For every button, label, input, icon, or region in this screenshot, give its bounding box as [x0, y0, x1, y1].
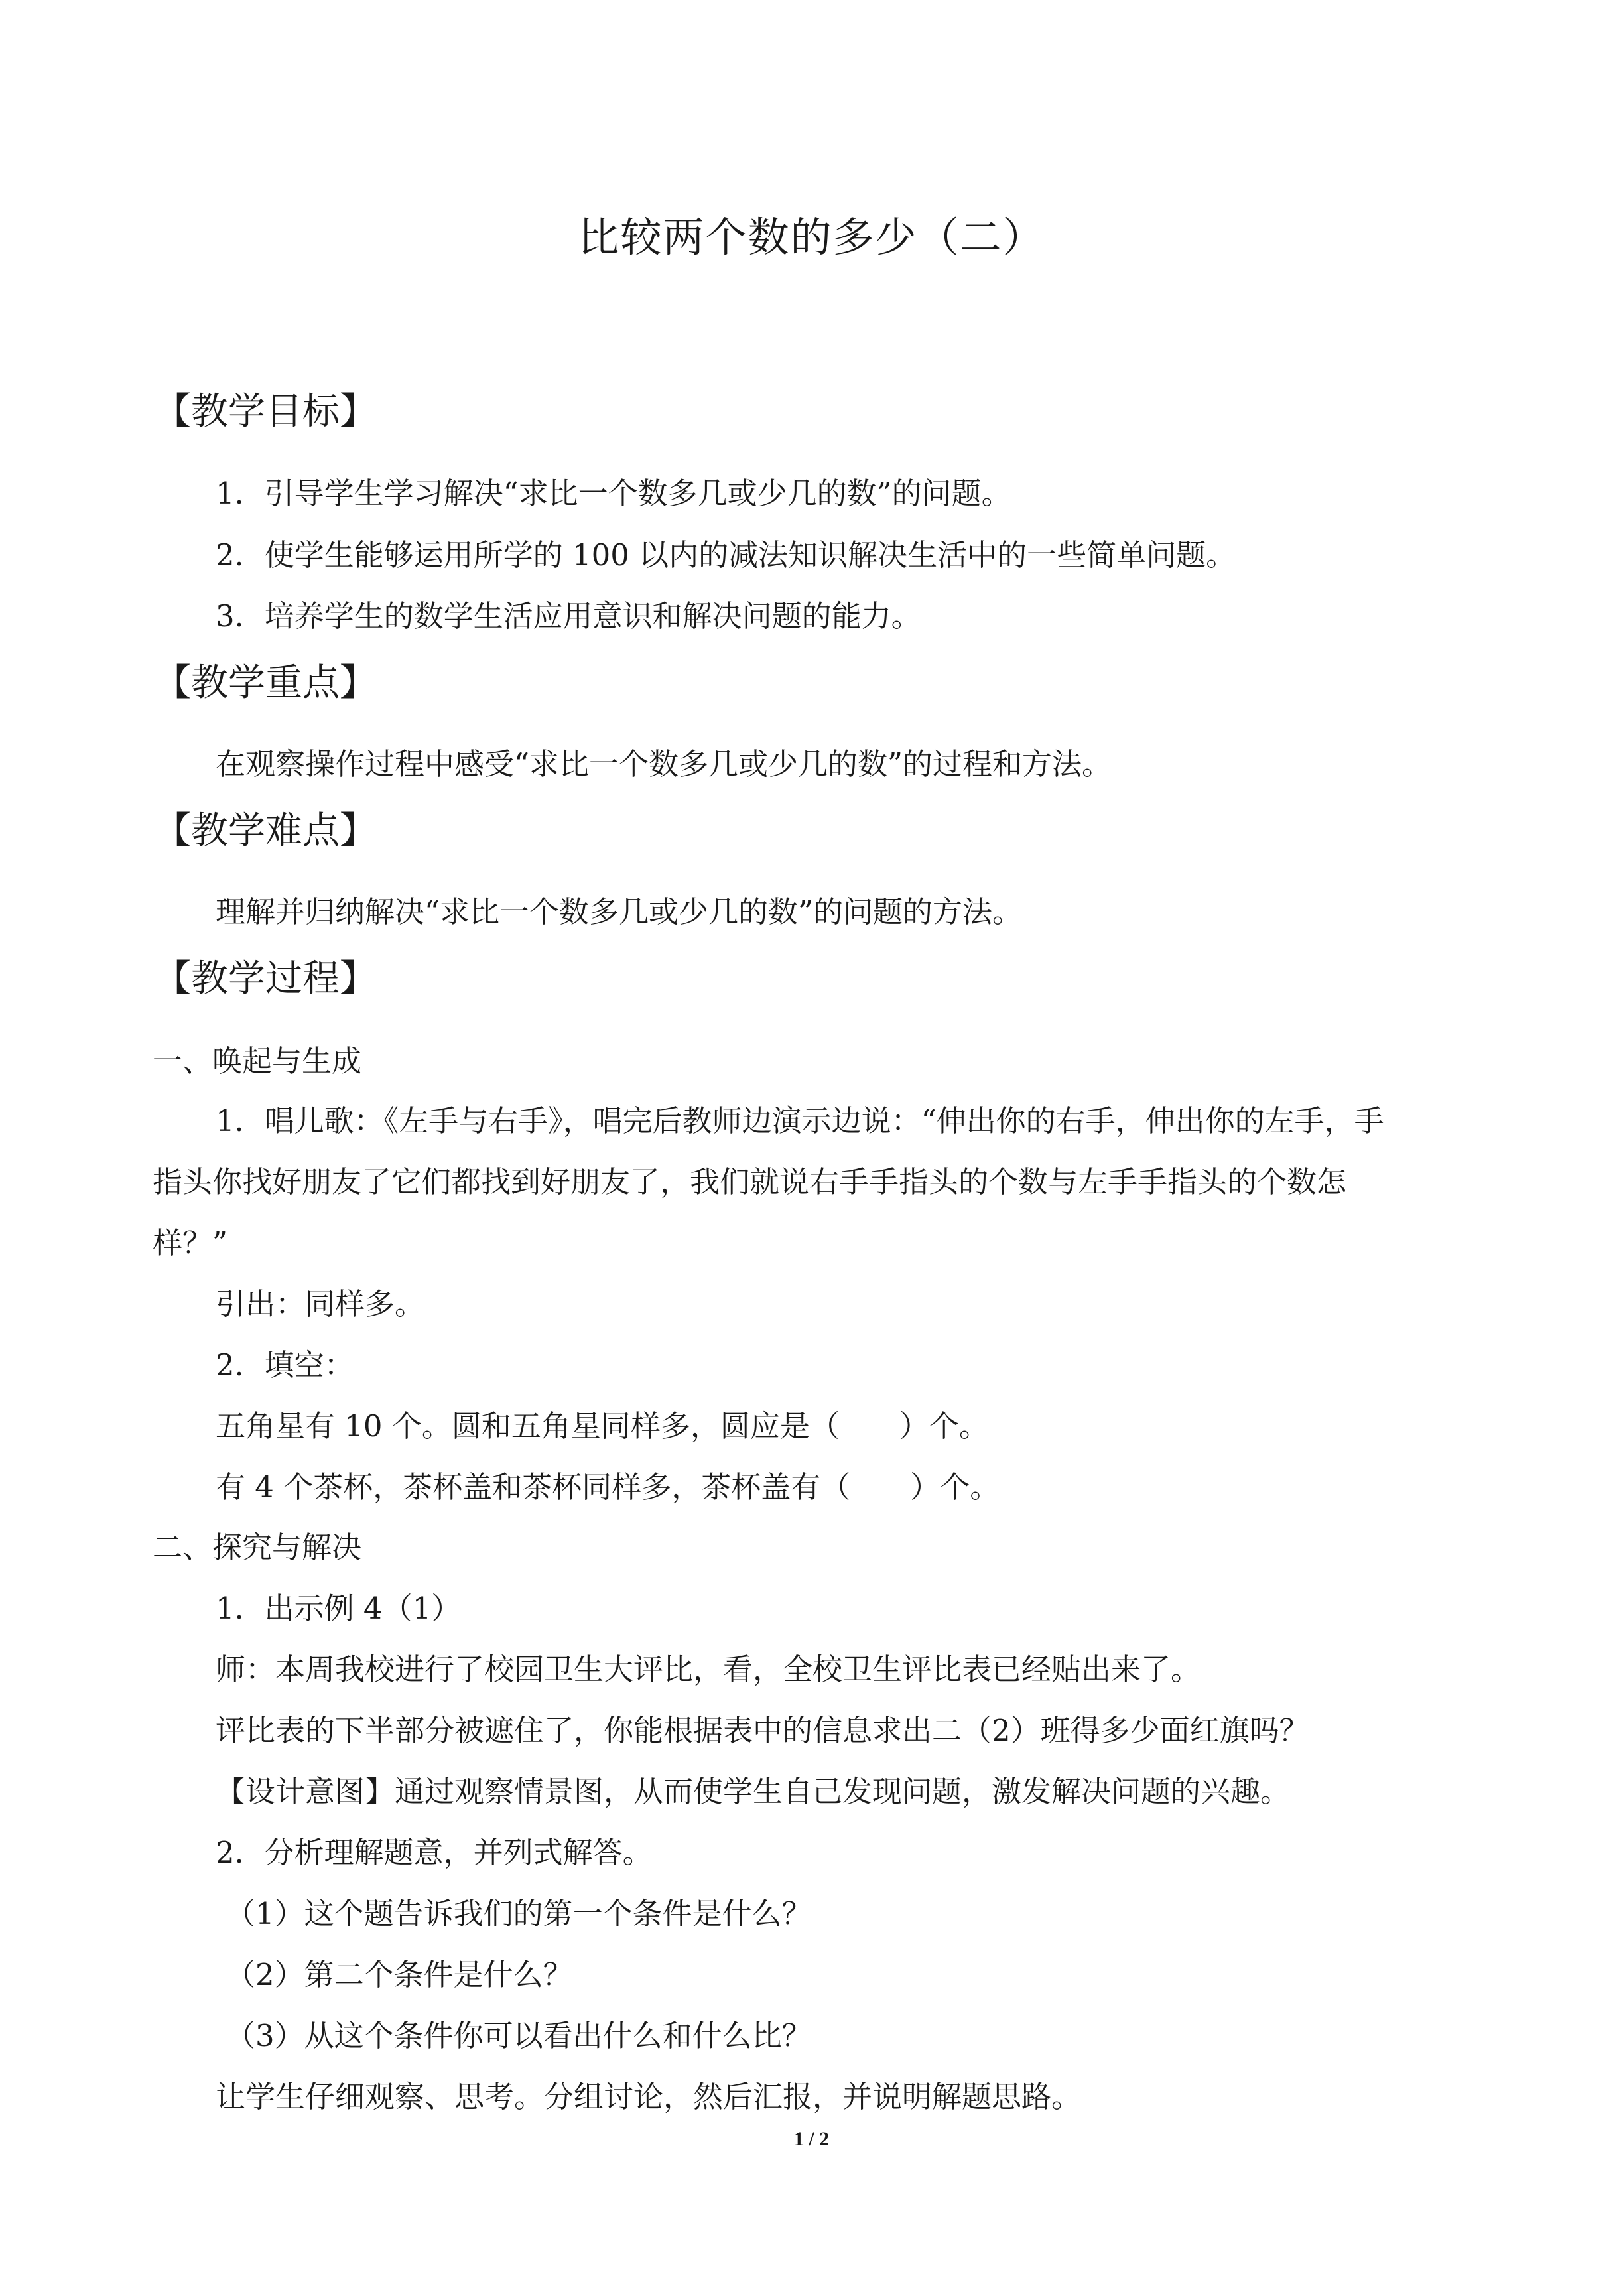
heading-process: 【教学过程】: [154, 957, 377, 1000]
objective-item: 2．使学生能够运用所学的 100 以内的减法知识解决生活中的一些简单问题。: [216, 537, 1236, 573]
paragraph-line: （3）从这个条件你可以看出什么和什么比？: [226, 2018, 812, 2053]
paragraph-line: （2）第二个条件是什么？: [226, 1957, 573, 1992]
paragraph-line: 1．出示例 4（1）: [216, 1591, 462, 1626]
part2-title: 二、探究与解决: [153, 1530, 362, 1565]
paragraph-line: 指头你找好朋友了它们都找到好朋友了，我们就说右手手指头的个数与左手手指头的个数怎: [153, 1164, 1347, 1199]
paragraph-line: 2．分析理解题意，并列式解答。: [216, 1835, 653, 1870]
difficulties-text: 理解并归纳解决“求比一个数多几或少几的数”的问题的方法。: [216, 894, 1023, 929]
paragraph-line: 引出：同样多。: [216, 1286, 425, 1321]
paragraph-line: 让学生仔细观察、思考。分组讨论，然后汇报，并说明解题思路。: [216, 2079, 1082, 2114]
paragraph-line: 有 4 个茶杯，茶杯盖和茶杯同样多，茶杯盖有（ ）个。: [216, 1469, 1000, 1505]
page-title: 比较两个数的多少（二）: [578, 213, 1045, 261]
paragraph-line: 【设计意图】通过观察情景图，从而使学生自己发现问题，激发解决问题的兴趣。: [216, 1774, 1291, 1809]
key-points-text: 在观察操作过程中感受“求比一个数多几或少几的数”的过程和方法。: [216, 746, 1112, 781]
paragraph-line: （1）这个题告诉我们的第一个条件是什么？: [226, 1896, 812, 1931]
paragraph-line: 师：本周我校进行了校园卫生大评比，看，全校卫生评比表已经贴出来了。: [216, 1652, 1201, 1687]
paragraph-line: 2．填空：: [216, 1347, 354, 1383]
part1-title: 一、唤起与生成: [153, 1044, 362, 1079]
paragraph-line: 1．唱儿歌：《左手与右手》，唱完后教师边演示边说：“伸出你的右手，伸出你的左手，手: [216, 1103, 1384, 1138]
paragraph-line: 样？”: [153, 1225, 228, 1260]
page-number: 1 / 2: [793, 2128, 830, 2150]
objective-item: 3．培养学生的数学生活应用意识和解决问题的能力。: [216, 598, 921, 634]
heading-difficulties: 【教学难点】: [154, 809, 377, 852]
objective-item: 1．引导学生学习解决“求比一个数多几或少几的数”的问题。: [216, 476, 1011, 511]
paragraph-line: 评比表的下半部分被遮住了，你能根据表中的信息求出二（2）班得多少面红旗吗？: [216, 1713, 1309, 1748]
heading-objectives: 【教学目标】: [154, 390, 377, 433]
heading-key-points: 【教学重点】: [154, 661, 377, 705]
paragraph-line: 五角星有 10 个。圆和五角星同样多，圆应是（ ）个。: [216, 1408, 989, 1444]
